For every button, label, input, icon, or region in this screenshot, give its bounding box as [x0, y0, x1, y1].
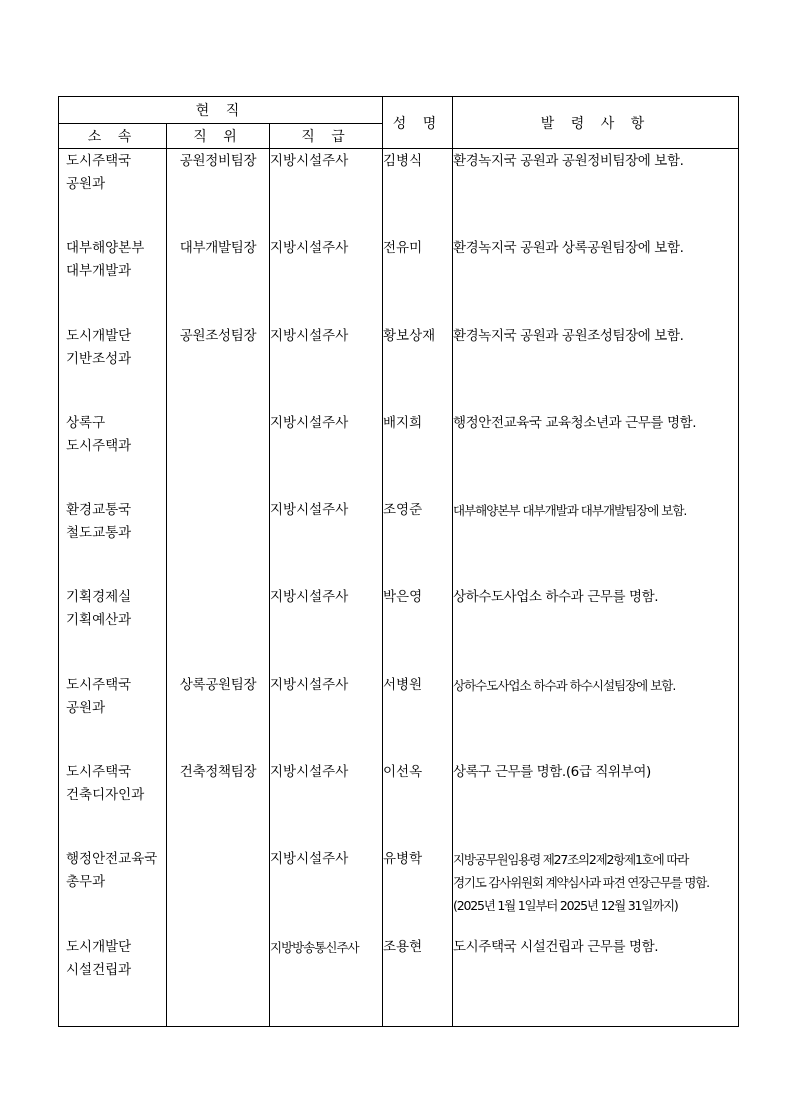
header-grade: 직 급: [270, 124, 383, 149]
department-cell: [59, 674, 167, 761]
order-line: 지방공무원임용령 제27조의2제2항제1호에 따라: [453, 852, 689, 868]
position-cell: 공원정비팀장: [167, 149, 270, 238]
position-cell: [167, 848, 270, 935]
grade-cell: 지방시설주사: [270, 149, 383, 238]
department-line: 도시주택국: [66, 153, 132, 169]
name-cell: 조영준: [383, 499, 453, 586]
department-cell: [59, 936, 167, 1027]
order-line: 환경녹지국 공원과 상록공원팀장에 보함.: [453, 240, 684, 257]
header-department: 소 속: [59, 124, 167, 149]
order-cell: [453, 325, 739, 412]
order-line: 도시주택국 시설건립과 근무를 명함.: [453, 938, 659, 955]
department-cell: [59, 149, 167, 238]
order-line: 경기도 감사위원회 계약심사과 파견 연장근무를 명함.: [453, 875, 709, 891]
department-line: 상록구: [66, 414, 106, 431]
grade-cell: 지방시설주사: [270, 761, 383, 848]
position-cell: [167, 412, 270, 499]
table-row: [59, 761, 739, 848]
header-name: 성 명: [383, 97, 453, 149]
order-cell: [453, 237, 739, 324]
order-cell: [453, 149, 739, 238]
department-line: 시설건립과: [66, 961, 132, 978]
order-line: 상하수도사업소 하수과 근무를 명함.: [453, 589, 659, 606]
department-line: 공원과: [66, 699, 106, 716]
order-line: 상하수도사업소 하수과 하수시설팀장에 보함.: [453, 677, 676, 693]
grade-cell: 지방시설주사: [270, 237, 383, 324]
department-line: 환경교통국: [66, 502, 132, 519]
order-cell: [453, 848, 739, 935]
name-cell: 조용현: [383, 936, 453, 1027]
department-cell: [59, 325, 167, 412]
department-line: 기획예산과: [66, 612, 132, 629]
department-cell: [59, 848, 167, 935]
department-line: 기반조성과: [66, 350, 132, 367]
position-cell: 건축정책팀장: [167, 761, 270, 848]
name-cell: 김병식: [383, 149, 453, 238]
position-cell: 대부개발팀장: [167, 237, 270, 324]
department-line: 도시개발단: [66, 327, 132, 344]
order-line: 환경녹지국 공원과 공원정비팀장에 보함.: [453, 153, 684, 169]
header-current-position: 현 직: [59, 97, 383, 124]
department-cell: [59, 412, 167, 499]
table-body: [59, 149, 739, 1027]
department-cell: [59, 761, 167, 848]
table-row: [59, 586, 739, 673]
grade-cell: 지방시설주사: [270, 499, 383, 586]
department-line: 도시주택국: [66, 764, 132, 781]
order-cell: [453, 936, 739, 1027]
table-row: [59, 149, 739, 238]
order-cell: [453, 499, 739, 586]
order-line: 상록구 근무를 명함.(6급 직위부여): [453, 764, 651, 781]
department-line: 대부해양본부: [66, 240, 145, 257]
order-cell: [453, 586, 739, 673]
order-line: 환경녹지국 공원과 공원조성팀장에 보함.: [453, 327, 684, 344]
order-cell: [453, 761, 739, 848]
department-line: 기획경제실: [66, 589, 132, 606]
order-cell: [453, 412, 739, 499]
department-line: 대부개발과: [66, 263, 132, 280]
department-line: 철도교통과: [66, 525, 132, 542]
position-cell: [167, 499, 270, 586]
table-row: [59, 499, 739, 586]
name-cell: 전유미: [383, 237, 453, 324]
grade-cell: 지방시설주사: [270, 848, 383, 935]
position-cell: [167, 586, 270, 673]
order-line: 행정안전교육국 교육청소년과 근무를 명함.: [453, 414, 697, 431]
department-line: 건축디자인과: [66, 787, 145, 804]
grade-cell: 지방시설주사: [270, 586, 383, 673]
order-cell: [453, 674, 739, 761]
department-line: 도시개발단: [66, 938, 132, 955]
grade-cell: 지방시설주사: [270, 674, 383, 761]
department-line: 행정안전교육국: [66, 851, 158, 868]
name-cell: 박은영: [383, 586, 453, 673]
header-position: 직 위: [167, 124, 270, 149]
table-row: [59, 325, 739, 412]
position-cell: [167, 936, 270, 1027]
order-line: 대부해양본부 대부개발과 대부개발팀장에 보함.: [453, 503, 687, 519]
position-cell: 상록공원팀장: [167, 674, 270, 761]
department-line: 공원과: [66, 176, 106, 192]
name-cell: 서병원: [383, 674, 453, 761]
department-line: 도시주택국: [66, 676, 132, 693]
name-cell: 황보상재: [383, 325, 453, 412]
grade-cell: 지방시설주사: [270, 412, 383, 499]
department-cell: [59, 586, 167, 673]
department-line: 도시주택과: [66, 437, 132, 454]
position-cell: 공원조성팀장: [167, 325, 270, 412]
table-row: [59, 412, 739, 499]
department-line: 총무과: [66, 874, 106, 891]
table-row: [59, 936, 739, 1027]
name-cell: 배지희: [383, 412, 453, 499]
table-row: [59, 848, 739, 935]
grade-cell: 지방시설주사: [270, 325, 383, 412]
department-cell: [59, 499, 167, 586]
header-order: 발 령 사 항: [453, 97, 739, 149]
order-line: (2025년 1월 1일부터 2025년 12월 31일까지): [453, 898, 678, 914]
name-cell: 이선옥: [383, 761, 453, 848]
table-row: [59, 674, 739, 761]
personnel-order-table: [58, 96, 739, 1027]
grade-cell: 지방방송통신주사: [270, 936, 383, 1027]
name-cell: 유병학: [383, 848, 453, 935]
department-cell: [59, 237, 167, 324]
table-row: [59, 237, 739, 324]
